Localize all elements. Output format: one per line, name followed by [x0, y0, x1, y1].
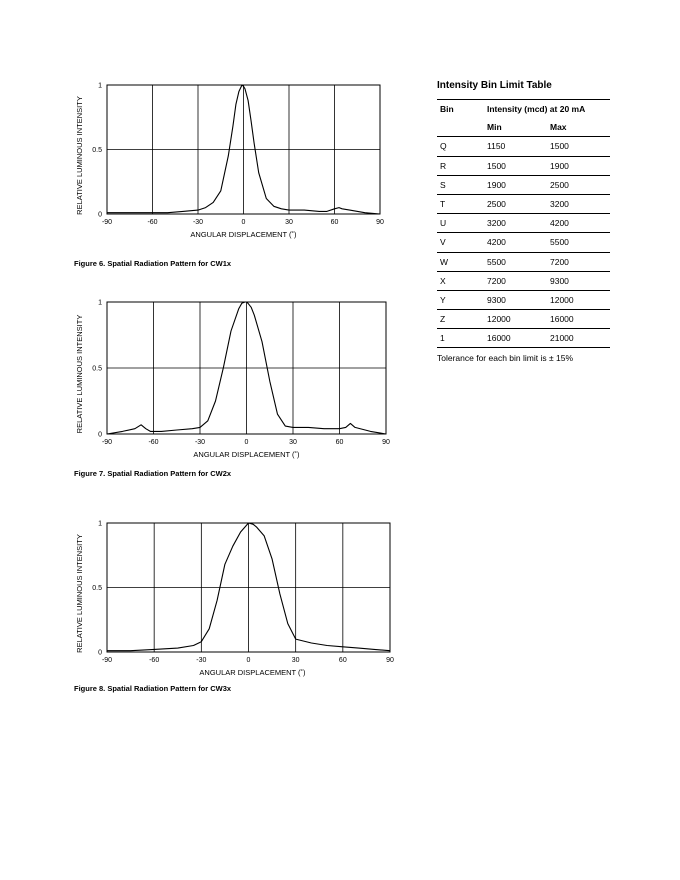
bin-cell: W: [437, 252, 487, 271]
figure-6-caption: Figure 6. Spatial Radiation Pattern for CW1x: [74, 259, 232, 268]
max-cell: 1500: [550, 137, 610, 156]
min-cell: 12000: [487, 310, 550, 329]
max-cell: 4200: [550, 214, 610, 233]
x-tick-label: -90: [101, 219, 113, 226]
x-tick-label: -60: [148, 439, 159, 446]
x-tick-label: -30: [194, 439, 206, 446]
bin-cell: Z: [437, 310, 487, 329]
x-tick-label: 30: [289, 439, 297, 446]
min-cell: 2500: [487, 194, 550, 213]
min-cell: 3200: [487, 214, 550, 233]
bin-cell: V: [437, 233, 487, 252]
x-tick-label: -90: [101, 657, 113, 664]
x-tick-label: 90: [386, 657, 394, 664]
min-cell: 9300: [487, 290, 550, 309]
intensity-header: Intensity (mcd) at 20 mA: [487, 100, 610, 119]
figure-8-caption: Figure 8. Spatial Radiation Pattern for CW3x: [74, 684, 232, 693]
x-tick-label: -60: [149, 657, 160, 664]
y-tick-label: 0: [98, 649, 102, 657]
figure-7-caption: Figure 7. Spatial Radiation Pattern for CW2x: [74, 469, 232, 478]
min-cell: 1900: [487, 175, 550, 194]
min-header: Min: [487, 122, 502, 133]
table-row: [437, 137, 610, 156]
x-tick-label: 30: [285, 219, 293, 226]
y-tick-label: 0.5: [92, 147, 102, 154]
max-cell: 21000: [550, 329, 610, 348]
table-header-row: [437, 100, 610, 119]
bin-cell: R: [437, 156, 487, 175]
x-tick-label: 30: [291, 657, 300, 664]
bin-cell: U: [437, 214, 487, 233]
x-tick-label: 90: [382, 439, 390, 446]
x-tick-label: 0: [246, 657, 251, 664]
table-row: [437, 156, 610, 175]
table-row: [437, 214, 610, 233]
max-cell: 3200: [550, 194, 610, 213]
table-row: [437, 252, 610, 271]
max-cell: 16000: [550, 310, 610, 329]
y-tick-label: 0.5: [92, 585, 102, 592]
y-tick-label: 0: [98, 211, 102, 219]
x-tick-label: 90: [376, 219, 384, 226]
table-row: [437, 310, 610, 329]
empty-cell: [437, 118, 487, 137]
max-cell: 1900: [550, 156, 610, 175]
y-tick-label: 1: [98, 520, 102, 528]
x-tick-label: -30: [192, 219, 204, 226]
y-tick-label: 0.5: [92, 365, 102, 373]
x-axis-label: ANGULAR DISPLACEMENT (˚): [199, 668, 306, 677]
max-cell: 9300: [550, 271, 610, 290]
table-row: [437, 271, 610, 290]
min-cell: 16000: [487, 329, 550, 348]
bin-cell: T: [437, 194, 487, 213]
min-cell: 5500: [487, 252, 550, 271]
min-cell: 4200: [487, 233, 550, 252]
x-tick-label: 0: [241, 219, 246, 226]
max-cell: 2500: [550, 175, 610, 194]
bin-cell: Y: [437, 290, 487, 309]
min-cell: 1500: [487, 156, 550, 175]
max-header: Max: [550, 122, 567, 133]
x-axis-label: ANGULAR DISPLACEMENT (˚): [193, 450, 300, 459]
table-row: [437, 175, 610, 194]
x-tick-label: 0: [244, 439, 249, 446]
bin-limit-table: [437, 99, 610, 348]
y-axis-label: RELATIVE LUMINOUS INTENSITY: [75, 314, 84, 434]
y-axis-label: RELATIVE LUMINOUS INTENSITY: [75, 96, 84, 215]
bin-limit-table-section: [437, 80, 610, 363]
x-tick-label: 60: [330, 219, 339, 226]
max-cell: 7200: [550, 252, 610, 271]
y-tick-label: 1: [98, 82, 102, 90]
bin-cell: S: [437, 175, 487, 194]
bin-cell: 1: [437, 329, 487, 348]
max-cell: 12000: [550, 290, 610, 309]
tolerance-note: Tolerance for each bin limit is ± 15%: [437, 353, 574, 364]
x-axis-label: ANGULAR DISPLACEMENT (˚): [190, 230, 297, 239]
x-tick-label: 60: [335, 439, 344, 446]
table-subheader-row: [437, 118, 610, 137]
x-tick-label: -30: [196, 657, 207, 664]
table-row: [437, 329, 610, 348]
y-axis-label: RELATIVE LUMINOUS INTENSITY: [75, 534, 84, 653]
y-tick-label: 1: [98, 299, 102, 307]
max-cell: 5500: [550, 233, 610, 252]
table-row: [437, 290, 610, 309]
bin-table-title: Intensity Bin Limit Table: [437, 80, 552, 91]
bin-cell: Q: [437, 137, 487, 156]
min-cell: 1150: [487, 137, 550, 156]
y-tick-label: 0: [98, 431, 102, 439]
table-row: [437, 194, 610, 213]
x-tick-label: -60: [147, 219, 158, 226]
x-tick-label: 60: [338, 657, 347, 664]
table-row: [437, 233, 610, 252]
bin-header: Bin: [437, 100, 487, 119]
bin-cell: X: [437, 271, 487, 290]
x-tick-label: -90: [101, 439, 113, 446]
min-cell: 7200: [487, 271, 550, 290]
